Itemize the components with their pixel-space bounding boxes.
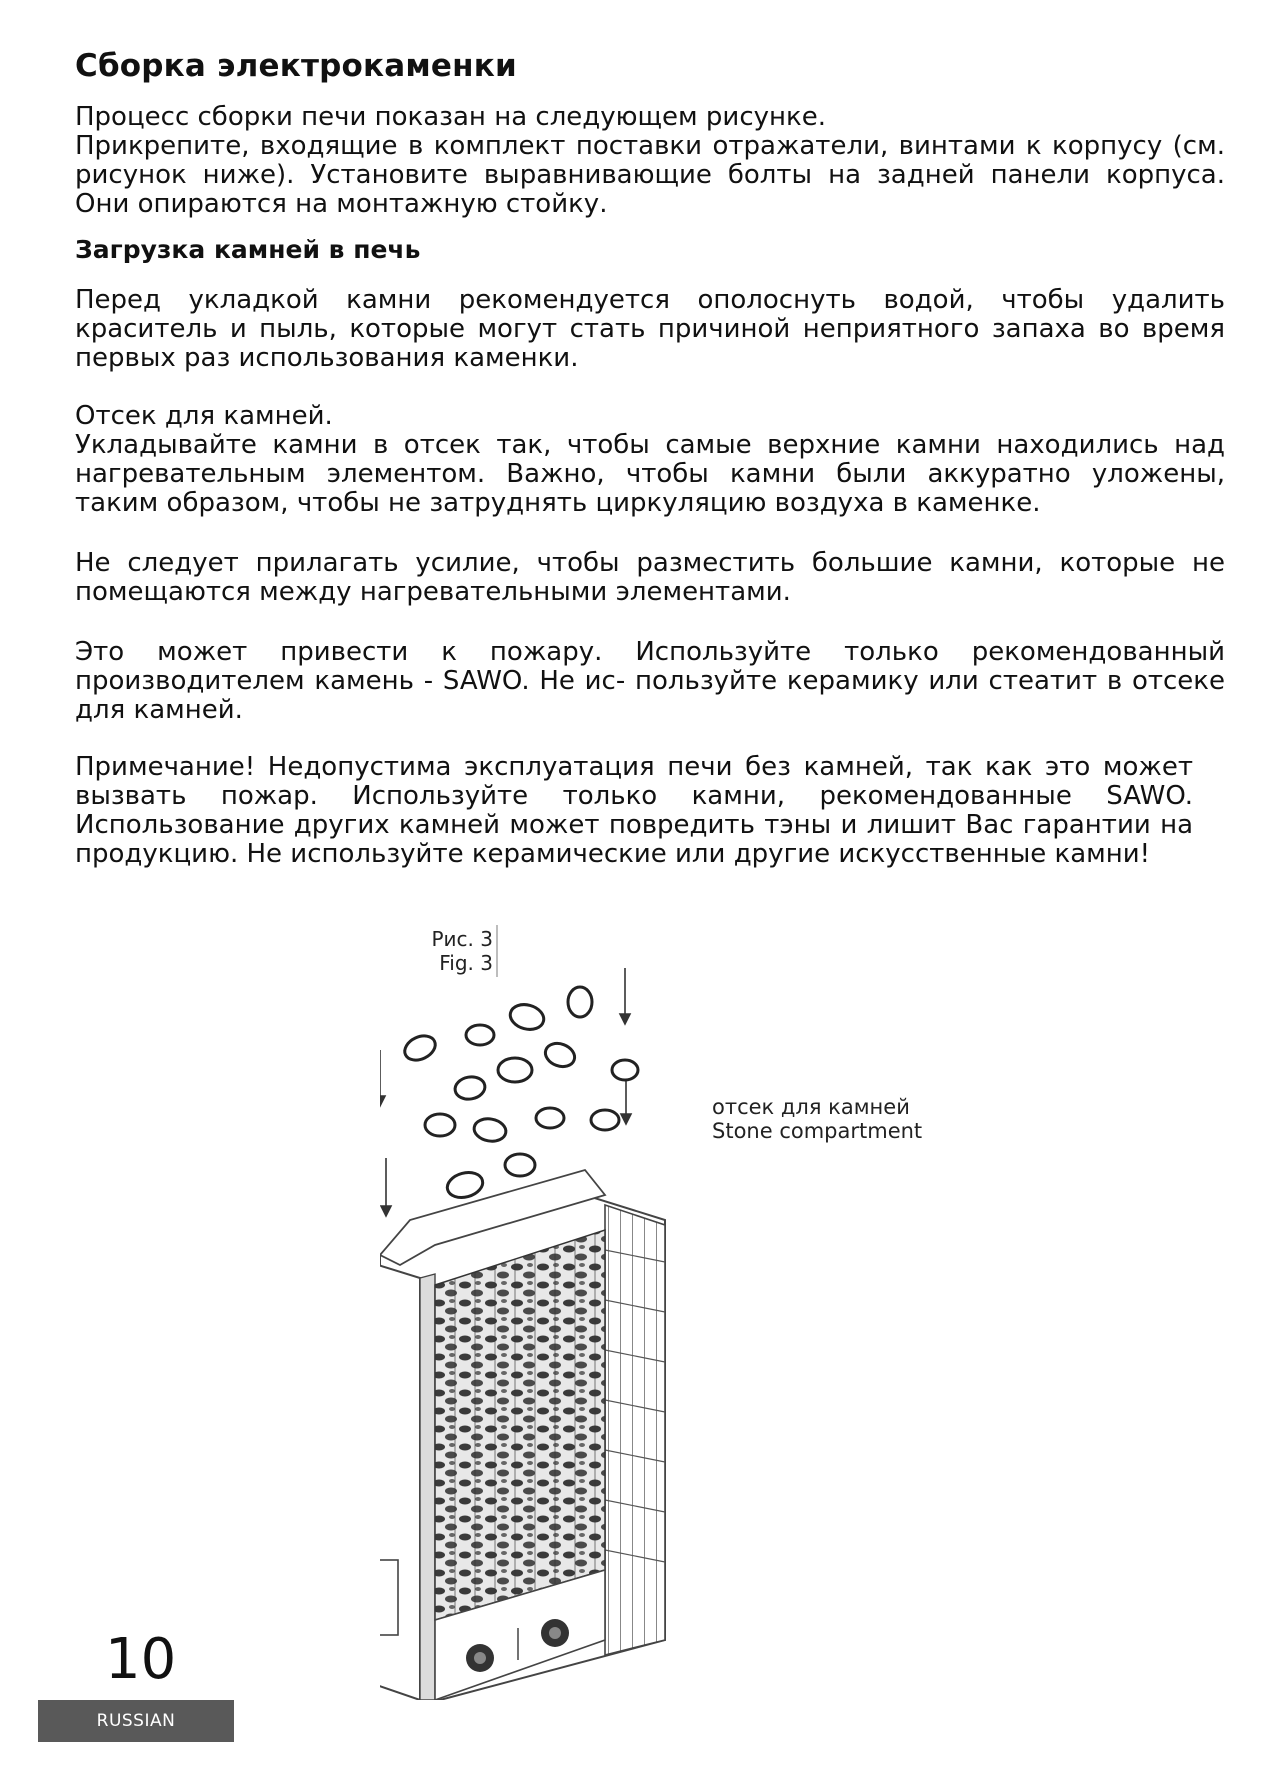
- fire-warning-paragraph: Это может привести к пожару. Используйте только рекомендованный производителем камень - SAWO. Не ис- пользуйте керамику или стеатит в отсеке для камней.: [75, 637, 1225, 725]
- compartment-paragraph: [75, 402, 1225, 518]
- compartment-line-2: Укладывайте камни в отсек так, чтобы самые верхние камни находились над нагревательным элементом. Важно, чтобы камни были аккуратно уложены, таким образом, чтобы не затруднять циркуляцию воздуха в каменке.: [75, 430, 1225, 518]
- compartment-line-1: Отсек для камней.: [75, 401, 333, 431]
- figure-caption-ru: Рис. 3: [431, 927, 493, 951]
- rinse-paragraph: Перед укладкой камни рекомендуется ополоснуть водой, чтобы удалить краситель и пыль, которые могут стать причиной неприятного запаха во время первых раз использования каменки.: [75, 285, 1225, 373]
- heater-illustration: [380, 920, 940, 1700]
- side-vent: [380, 1560, 398, 1635]
- figure-caption-en: Fig. 3: [439, 951, 493, 975]
- no-force-paragraph: Не следует прилагать усилие, чтобы разместить большие камни, которые не помещаются между нагревательными элементами.: [75, 548, 1225, 607]
- language-tab: RUSSIAN: [38, 1700, 234, 1742]
- stone-compartment-label-ru: отсек для камней: [712, 1095, 910, 1119]
- stone-compartment-label: [712, 1095, 922, 1143]
- note-paragraph: Примечание! Недопустима эксплуатация печи без камней, так как это может вызвать пожар. Используйте только камни, рекомендованные SAWO. Использование других камней может повредить тэны и лишит Вас гарантии на продукцию. Не используйте керамические или другие искусственные камни!: [75, 752, 1193, 869]
- page-number: 10: [105, 1627, 177, 1692]
- stone-compartment-label-en: Stone compartment: [712, 1119, 923, 1143]
- arrow-icons: [380, 968, 631, 1216]
- page-title: Сборка электрокаменки: [75, 48, 517, 84]
- intro-line-2: Прикрепите, входящие в комплект поставки отражатели, винтами к корпусу (см. рисунок ниже). Установите выравнивающие болты на задней панели корпуса. Они опираются на монтажную стойку.: [75, 131, 1225, 219]
- intro-line-1: Процесс сборки печи показан на следующем рисунке.: [75, 102, 826, 132]
- stones-heading: Загрузка камней в печь: [75, 235, 421, 264]
- intro-paragraph: [75, 103, 1225, 219]
- falling-stones: [401, 987, 638, 1201]
